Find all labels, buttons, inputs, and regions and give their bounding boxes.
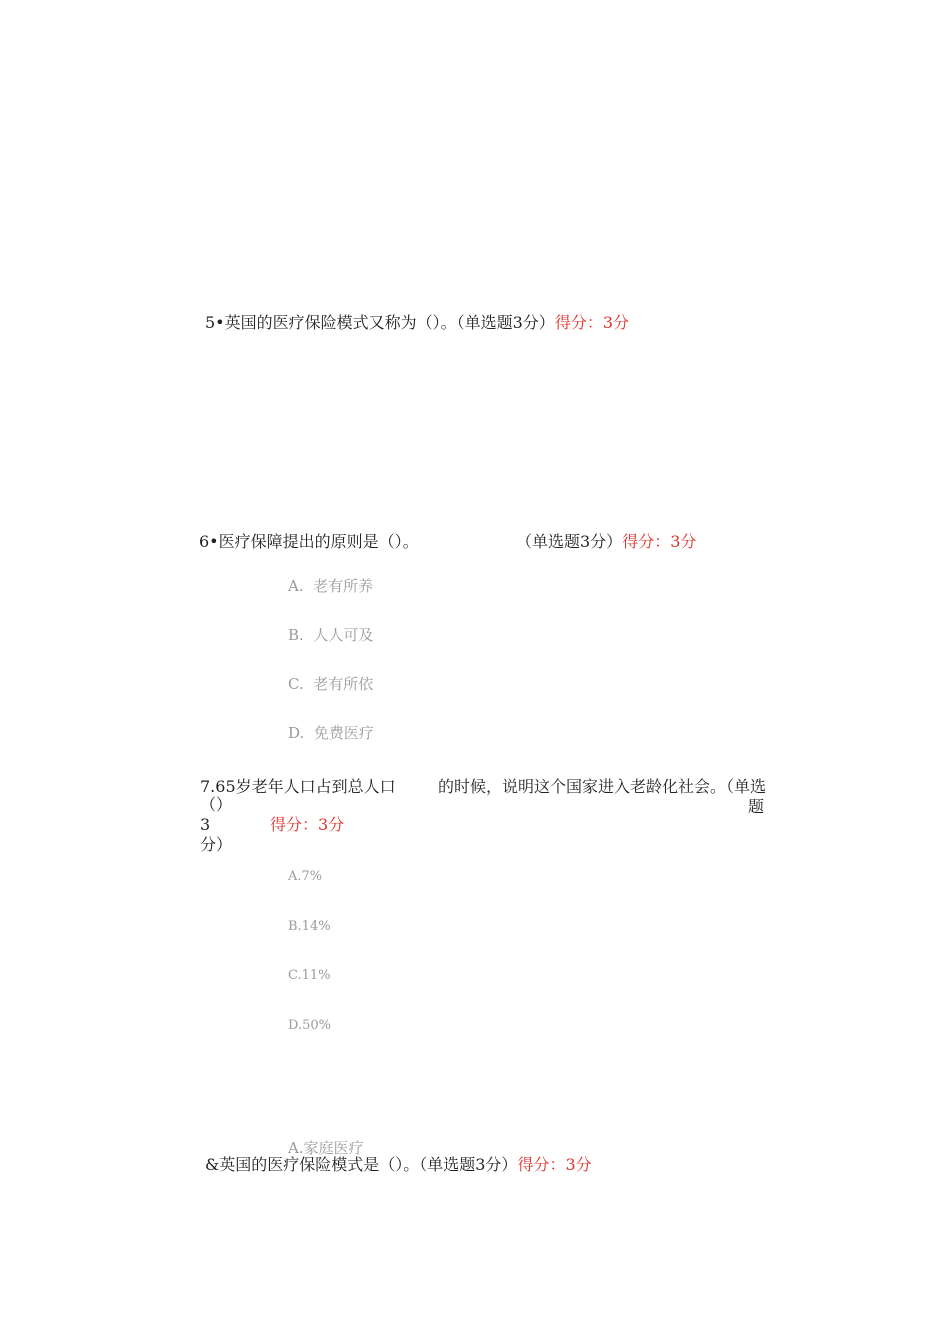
question-6-type: （单选题3分） — [516, 532, 623, 551]
option-letter: D. — [288, 724, 305, 742]
question-8 — [205, 1157, 592, 1173]
option-letter: B. — [288, 626, 304, 644]
question-5-score: 得分：3分 — [554, 313, 629, 332]
stray-option-a[interactable]: A.家庭医疗 — [288, 1139, 364, 1157]
question-6-score: 得分：3分 — [622, 532, 697, 551]
option-text: 人人可及 — [313, 626, 374, 644]
question-6-option-a[interactable] — [288, 579, 373, 594]
question-7-option-b[interactable]: B.14% — [288, 919, 331, 934]
option-text: 老有所依 — [313, 675, 374, 693]
question-6-meta — [516, 534, 696, 550]
question-7-blank: （） — [200, 795, 233, 814]
question-7-option-a[interactable]: A.7% — [288, 869, 323, 884]
question-7-option-d[interactable]: D.50% — [288, 1018, 331, 1033]
question-6-option-b[interactable] — [288, 628, 373, 643]
question-7-score: 得分：3分 — [270, 815, 345, 834]
question-7-fen: 分） — [200, 835, 233, 854]
question-7-ti: 题 — [748, 797, 765, 816]
option-letter: C. — [288, 675, 304, 693]
question-6-option-d[interactable] — [288, 726, 374, 741]
question-7-text-part1: 7.65岁老年人口占到总人口 — [200, 777, 396, 796]
question-8-text: &英国的医疗保险模式是（）。（单选题3分） — [205, 1155, 518, 1174]
question-7-text-part2: 的时候，说明这个国家进入老龄化社会。（单选 — [438, 777, 767, 796]
option-text: 免费医疗 — [313, 724, 374, 742]
option-text: 老有所养 — [313, 577, 374, 595]
option-letter: A. — [288, 577, 304, 595]
question-8-score: 得分：3分 — [517, 1155, 592, 1174]
question-6-option-c[interactable] — [288, 677, 373, 692]
question-7-points: 3 — [200, 815, 211, 834]
question-7-option-c[interactable]: C.11% — [288, 968, 331, 983]
question-5 — [205, 315, 629, 331]
question-6-text: 6•医疗保障提出的原则是（）。 — [199, 532, 419, 551]
question-5-text: 5•英国的医疗保险模式又称为（）。（单选题3分） — [205, 313, 555, 332]
